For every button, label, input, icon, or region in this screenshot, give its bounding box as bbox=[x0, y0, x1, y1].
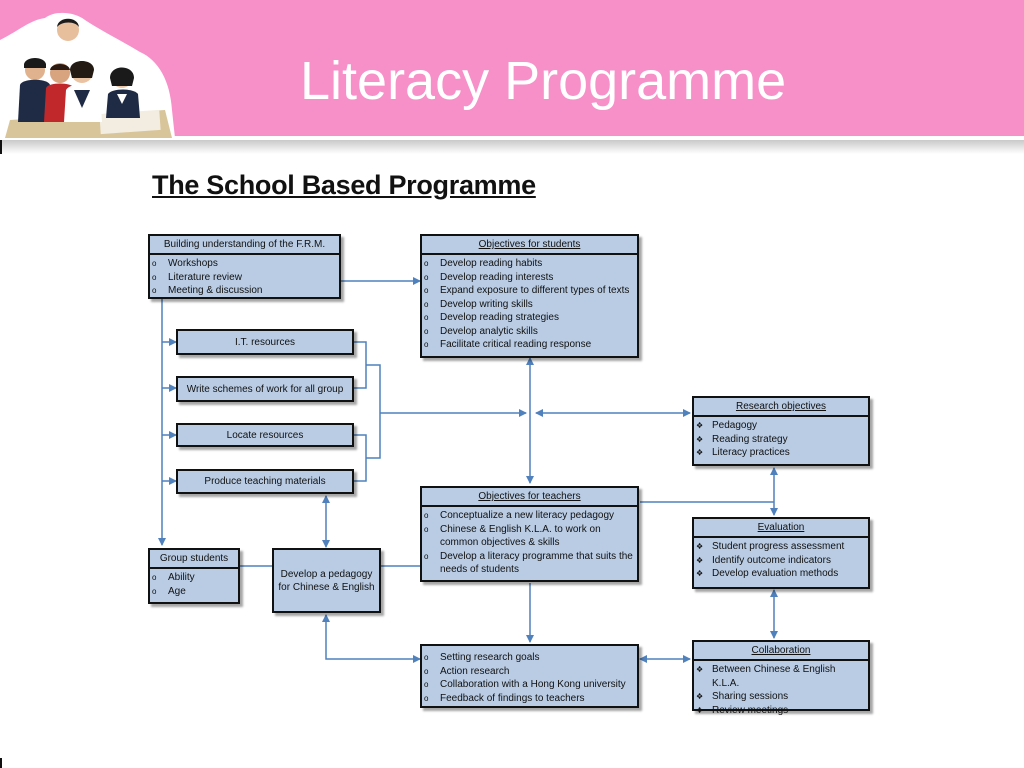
collaboration-item: ❖ Review meetings bbox=[694, 704, 864, 718]
slide-corner-mark bbox=[0, 140, 2, 154]
group-criteria-item: o Ability bbox=[150, 571, 234, 585]
research-objective-item: ❖ Reading strategy bbox=[694, 433, 864, 447]
evaluation-item: ❖ Identify outcome indicators bbox=[694, 554, 864, 568]
group-criteria-item: o Age bbox=[150, 585, 234, 599]
research-objective-item: ❖ Pedagogy bbox=[694, 419, 864, 433]
student-objective-item: o Develop analytic skills bbox=[422, 325, 633, 339]
student-objective-item: o Facilitate critical reading response bbox=[422, 338, 633, 352]
schemes-of-work-box: Write schemes of work for all group bbox=[176, 376, 354, 402]
connector-bracket-bottom bbox=[354, 435, 366, 481]
connector-pedagogy-goals bbox=[326, 615, 420, 659]
teacher-objective-item: o Conceptualize a new literacy pedagogy bbox=[422, 509, 633, 523]
research-goals-box bbox=[420, 644, 639, 708]
evaluation-item: ❖ Student progress assessment bbox=[694, 540, 864, 554]
research-objectives-box bbox=[692, 396, 870, 466]
research-goal-item: o Setting research goals bbox=[422, 651, 633, 665]
frm-box bbox=[148, 234, 341, 299]
teacher-objective-item: o Develop a literacy programme that suits the needs of students bbox=[422, 550, 633, 577]
research-goal-item: o Collaboration with a Hong Kong university bbox=[422, 678, 633, 692]
frm-box-title: Building understanding of the F.R.M. bbox=[150, 236, 339, 255]
group-students-box bbox=[148, 548, 240, 604]
connector-bracket-join bbox=[366, 365, 380, 458]
frm-item: o Workshops bbox=[150, 257, 335, 271]
student-objective-item: o Develop reading strategies bbox=[422, 311, 633, 325]
objectives-teachers-box bbox=[420, 486, 639, 582]
develop-pedagogy-box: Develop a pedagogy for Chinese & English bbox=[272, 548, 381, 613]
collaboration-item: ❖ Sharing sessions bbox=[694, 690, 864, 704]
student-objective-item: o Expand exposure to different types of texts bbox=[422, 284, 633, 298]
objectives-students-title: Objectives for students bbox=[422, 236, 637, 255]
frm-item: o Meeting & discussion bbox=[150, 284, 335, 298]
slide-corner-mark bbox=[0, 758, 2, 768]
teacher-objective-item: o Chinese & English K.L.A. to work on common objectives & skills bbox=[422, 523, 633, 550]
diagram-subtitle: The School Based Programme bbox=[152, 170, 536, 200]
locate-resources-box: Locate resources bbox=[176, 423, 354, 447]
research-goal-item: o Action research bbox=[422, 665, 633, 679]
collaboration-title: Collaboration bbox=[694, 642, 868, 661]
research-objectives-title: Research objectives bbox=[694, 398, 868, 417]
student-objective-item: o Develop reading interests bbox=[422, 271, 633, 285]
student-objective-item: o Develop writing skills bbox=[422, 298, 633, 312]
research-goal-item: o Feedback of findings to teachers bbox=[422, 692, 633, 706]
group-students-title: Group students bbox=[150, 550, 238, 569]
objectives-students-box bbox=[420, 234, 639, 358]
collaboration-box bbox=[692, 640, 870, 716]
frm-item: o Literature review bbox=[150, 271, 335, 285]
evaluation-title: Evaluation bbox=[694, 519, 868, 538]
collaboration-item: ❖ Between Chinese & English K.L.A. bbox=[694, 663, 864, 690]
connector-bracket-top bbox=[354, 342, 366, 388]
evaluation-box bbox=[692, 517, 870, 589]
teaching-materials-box: Produce teaching materials bbox=[176, 469, 354, 494]
objectives-teachers-title: Objectives for teachers bbox=[422, 488, 637, 507]
research-objective-item: ❖ Literacy practices bbox=[694, 446, 864, 460]
it-resources-box: I.T. resources bbox=[176, 329, 354, 355]
page-title: Literacy Programme bbox=[300, 51, 787, 111]
evaluation-item: ❖ Develop evaluation methods bbox=[694, 567, 864, 581]
student-objective-item: o Develop reading habits bbox=[422, 257, 633, 271]
